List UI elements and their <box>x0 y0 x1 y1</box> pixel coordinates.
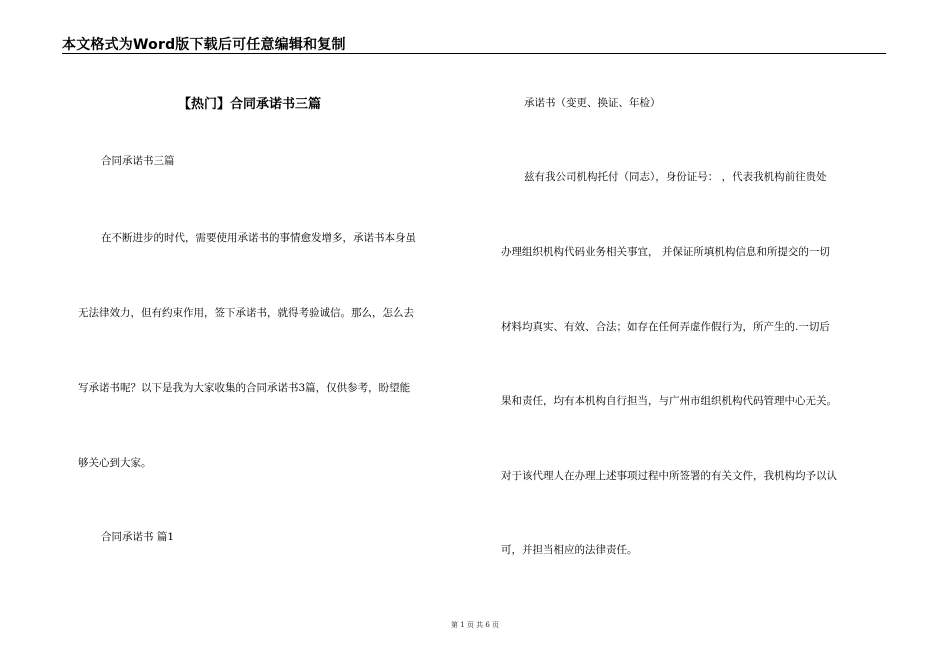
page-number: 第 1 页 共 6 页 <box>450 621 500 629</box>
paragraph-line: 无法律效力，但有约束作用，签下承诺书，就得考验诚信。那么，怎么去 <box>78 307 414 319</box>
paragraph-line: 写承诺书呢？以下是我为大家收集的合同承诺书3篇，仅供参考，盼望能 <box>78 382 411 394</box>
paragraph-line: 兹有我公司机构托付（同志），身份证号： ，代表我机构前往贵处 <box>524 171 827 183</box>
document-header-banner: 本文格式为Word版下载后可任意编辑和复制 <box>62 37 346 53</box>
paragraph-line: 办理组织机构代码业务相关事宜， 并保证所填机构信息和所提交的一切 <box>501 246 830 258</box>
header-divider <box>62 53 886 54</box>
section-heading: 合同承诺书 篇1 <box>101 531 175 543</box>
paragraph-line: 在不断进步的时代，需要使用承诺书的事情愈发增多，承诺书本身虽 <box>101 232 416 244</box>
section-heading: 承诺书（变更、换证、年检） <box>524 97 661 109</box>
paragraph-line: 够关心到大家。 <box>78 457 152 469</box>
paragraph-line: 果和责任，均有本机构自行担当，与广州市组织机构代码管理中心无关。 <box>501 395 837 407</box>
section-heading: 合同承诺书三篇 <box>101 155 175 167</box>
document-title: 【热门】合同承诺书三篇 <box>178 97 322 112</box>
paragraph-line: 材料均真实、有效、合法；如存在任何弄虚作假行为，所产生的.一切后 <box>501 321 830 333</box>
paragraph-line: 可，并担当相应的法律责任。 <box>501 544 638 556</box>
paragraph-line: 对于该代理人在办理上述事项过程中所签署的有关文件，我机构均予以认 <box>501 470 837 482</box>
